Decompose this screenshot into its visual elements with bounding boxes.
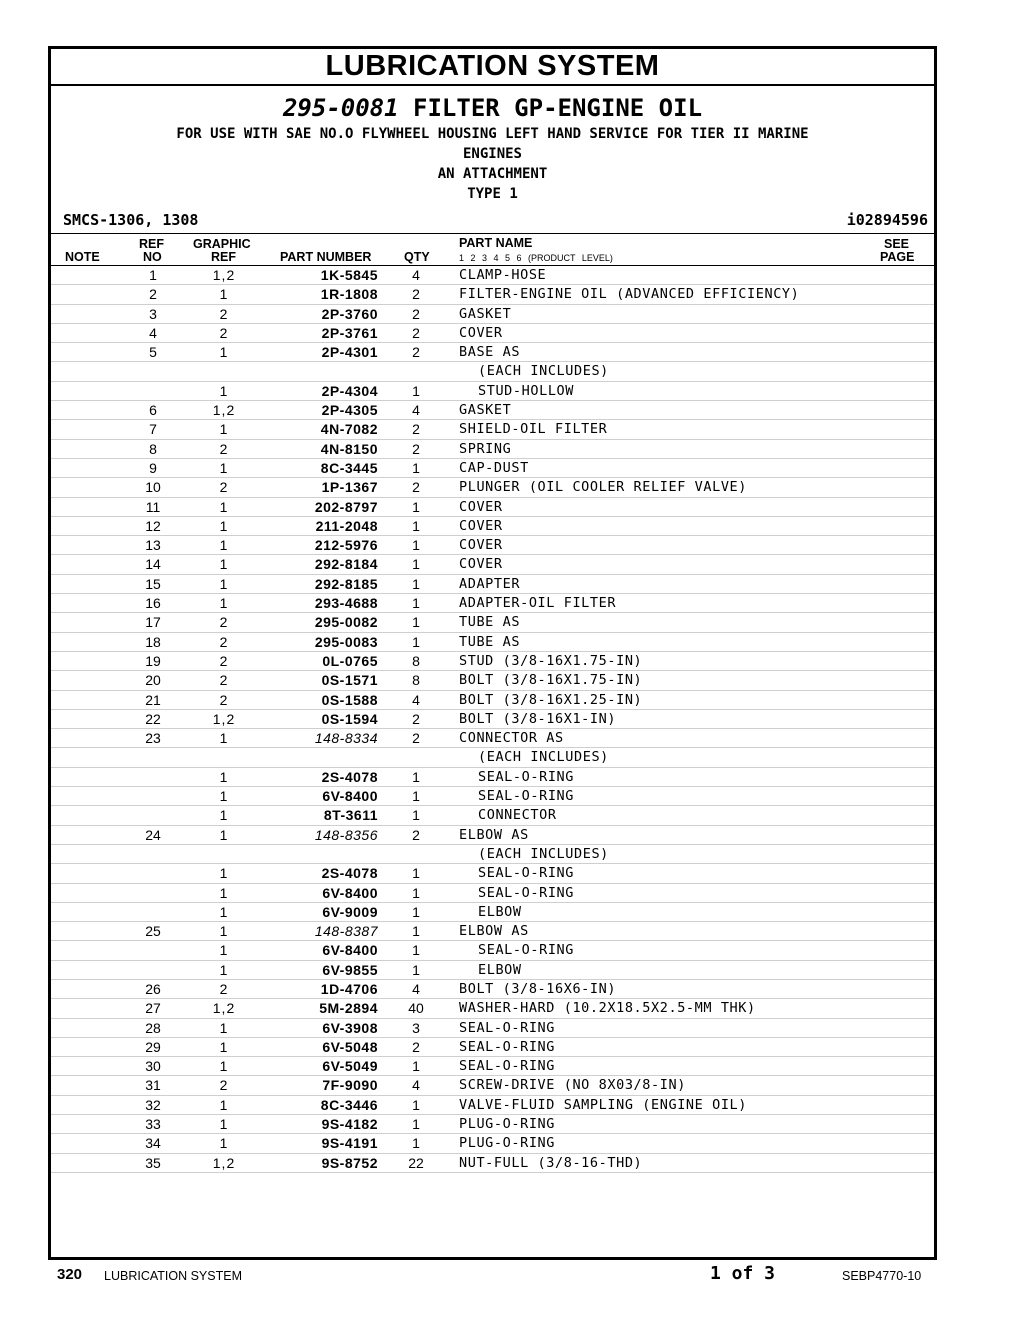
- usage-line: AN ATTACHMENT: [437, 166, 548, 182]
- graphic-ref-cell: 1: [219, 537, 229, 554]
- graphic-ref-cell: 1: [219, 575, 229, 592]
- table-row: [51, 362, 934, 381]
- part-number-cell: 292-8185: [314, 575, 378, 592]
- table-row: [51, 1019, 934, 1038]
- part-number-cell: 6V-5048: [322, 1038, 378, 1055]
- table-row: [51, 1057, 934, 1076]
- table-row: [51, 845, 934, 864]
- part-number-cell: 6V-3908: [322, 1019, 378, 1036]
- part-name-cell: BOLT (3/8-16X1.75-IN): [459, 672, 643, 689]
- ref-no-cell: 35: [145, 1154, 161, 1171]
- part-number-cell: 0S-1588: [321, 691, 378, 708]
- graphic-ref-cell: 2: [219, 652, 229, 669]
- part-name-cell: CONNECTOR: [478, 807, 557, 824]
- ref-no-cell: 2: [149, 286, 157, 303]
- table-row: [51, 787, 934, 806]
- graphic-ref-cell: 1,2: [212, 267, 236, 283]
- qty-cell: 1: [412, 614, 420, 631]
- part-name-cell: TUBE AS: [459, 633, 521, 650]
- part-name-cell: ADAPTER: [459, 575, 521, 592]
- table-row: [51, 478, 934, 497]
- part-number-cell: 0S-1594: [321, 710, 378, 727]
- ref-no-cell: 4: [149, 324, 157, 341]
- part-name-cell: BASE AS: [459, 344, 521, 361]
- part-name-cell: GASKET: [459, 402, 512, 419]
- qty-cell: 4: [412, 691, 420, 708]
- graphic-ref-cell: 2: [219, 980, 229, 997]
- table-row: [51, 266, 934, 285]
- table-row: [51, 903, 934, 922]
- col-ref-bottom: NO: [143, 250, 162, 264]
- qty-cell: 1: [412, 537, 420, 554]
- part-name-cell: GASKET: [459, 305, 512, 322]
- part-name-cell: COVER: [459, 537, 503, 554]
- graphic-ref-cell: 1: [219, 1019, 229, 1036]
- ref-no-cell: 28: [145, 1019, 161, 1036]
- ref-no-cell: 7: [149, 421, 157, 438]
- graphic-ref-cell: 1: [219, 1038, 229, 1055]
- part-number-cell: 0S-1571: [321, 672, 378, 689]
- ref-no-cell: 8: [149, 440, 157, 457]
- part-name-cell: PLUG-O-RING: [459, 1135, 556, 1152]
- table-row: [51, 1134, 934, 1153]
- qty-cell: 1: [412, 884, 420, 901]
- part-name-cell: SCREW-DRIVE (NO 8X03/8-IN): [459, 1077, 686, 1094]
- ref-no-cell: 11: [145, 498, 161, 515]
- part-number-cell: 9S-4182: [321, 1116, 378, 1133]
- part-number-cell: 4N-7082: [320, 421, 378, 438]
- graphic-ref-cell: 1: [219, 923, 229, 940]
- table-row: [51, 1038, 934, 1057]
- graphic-ref-cell: 1: [219, 517, 229, 534]
- qty-cell: 8: [412, 672, 420, 689]
- table-row: [51, 710, 934, 729]
- graphic-ref-cell: 1: [219, 788, 229, 805]
- col-product-level: 1 2 3 4 5 6 (PRODUCT LEVEL): [459, 253, 613, 263]
- part-number-cell: 1K-5845: [320, 267, 378, 283]
- part-number-cell: 2P-3760: [321, 305, 378, 322]
- graphic-ref-cell: 2: [219, 479, 229, 496]
- ref-no-cell: 18: [145, 633, 161, 650]
- graphic-ref-cell: 1: [219, 1058, 229, 1075]
- table-row: [51, 768, 934, 787]
- part-number-cell: 6V-8400: [322, 942, 378, 959]
- graphic-ref-cell: 2: [219, 1077, 229, 1094]
- qty-cell: 2: [412, 1038, 420, 1055]
- qty-cell: 1: [412, 807, 420, 824]
- part-name-cell: CLAMP-HOSE: [459, 267, 547, 283]
- ref-no-cell: 12: [145, 517, 161, 534]
- graphic-ref-cell: 1: [219, 884, 229, 901]
- graphic-ref-cell: 1: [219, 344, 229, 361]
- qty-cell: 2: [412, 324, 420, 341]
- part-number-cell: 2S-4078: [321, 865, 378, 882]
- part-name-cell: PLUNGER (OIL COOLER RELIEF VALVE): [459, 479, 748, 496]
- part-number-cell: 295-0082: [314, 614, 378, 631]
- footer-doc-number: SEBP4770-10: [842, 1269, 922, 1283]
- part-name-cell: (EACH INCLUDES): [478, 363, 609, 380]
- part-name-cell: ELBOW: [478, 903, 522, 920]
- ref-no-cell: 17: [145, 614, 161, 631]
- part-name-cell: COVER: [459, 498, 503, 515]
- part-number-cell: 7F-9090: [322, 1077, 378, 1094]
- part-number-cell: 9S-4191: [321, 1135, 378, 1152]
- part-name-cell: SEAL-O-RING: [459, 1019, 556, 1036]
- ref-no-cell: 5: [149, 344, 157, 361]
- qty-cell: 4: [412, 1077, 420, 1094]
- col-graphic-bottom: REF: [211, 250, 236, 264]
- graphic-ref-cell: 1: [219, 382, 229, 399]
- graphic-ref-cell: 1,2: [212, 710, 236, 727]
- col-see-top: SEE: [884, 237, 910, 251]
- qty-cell: 2: [412, 421, 420, 438]
- table-row: [51, 652, 934, 671]
- graphic-ref-cell: 1: [219, 961, 229, 978]
- table-row: [51, 285, 934, 304]
- qty-cell: 2: [412, 344, 420, 361]
- part-name-cell: CAP-DUST: [459, 459, 529, 476]
- qty-cell: 1: [412, 1096, 420, 1113]
- table-row: [51, 517, 934, 536]
- part-name-cell: SEAL-O-RING: [478, 865, 575, 882]
- part-name-cell: SEAL-O-RING: [459, 1038, 556, 1055]
- qty-cell: 1: [412, 1135, 420, 1152]
- qty-cell: 2: [412, 710, 420, 727]
- ref-no-cell: 29: [145, 1038, 161, 1055]
- ref-no-cell: 16: [145, 595, 161, 612]
- table-row: [51, 440, 934, 459]
- table-row: [51, 324, 934, 343]
- part-number-cell: 295-0083: [314, 633, 378, 650]
- part-number-cell: 6V-8400: [322, 788, 378, 805]
- part-name-cell: SHIELD-OIL FILTER: [459, 421, 608, 438]
- table-row: [51, 1154, 934, 1173]
- qty-cell: 1: [412, 556, 420, 573]
- part-name-cell: SEAL-O-RING: [459, 1058, 556, 1075]
- qty-cell: 40: [408, 1000, 424, 1017]
- col-graphic-top: GRAPHIC: [193, 237, 251, 251]
- usage-line: ENGINES: [462, 146, 522, 162]
- part-name-cell: (EACH INCLUDES): [478, 845, 609, 862]
- part-name-cell: ELBOW AS: [459, 923, 529, 940]
- ref-no-cell: 19: [145, 652, 161, 669]
- table-row: [51, 999, 934, 1018]
- part-number-cell: 0L-0765: [322, 652, 378, 669]
- table-row: [51, 613, 934, 632]
- part-name-cell: COVER: [459, 517, 503, 534]
- footer-page-of: 1 of 3: [710, 1263, 776, 1284]
- ref-no-cell: 15: [145, 575, 161, 592]
- col-qty: QTY: [404, 250, 430, 264]
- col-ref-top: REF: [139, 237, 164, 251]
- graphic-ref-cell: 1,2: [212, 1000, 236, 1017]
- part-name-cell: COVER: [459, 556, 503, 573]
- graphic-ref-cell: 1,2: [212, 402, 236, 419]
- qty-cell: 1: [412, 517, 420, 534]
- qty-cell: 2: [412, 305, 420, 322]
- part-name-cell: CONNECTOR AS: [459, 730, 564, 747]
- qty-cell: 2: [412, 440, 420, 457]
- table-row: [51, 922, 934, 941]
- graphic-ref-cell: 1: [219, 459, 229, 476]
- graphic-ref-cell: 2: [219, 324, 229, 341]
- ref-no-cell: 34: [145, 1135, 161, 1152]
- graphic-ref-cell: 1: [219, 556, 229, 573]
- part-name-cell: SEAL-O-RING: [478, 788, 575, 805]
- part-name-cell: TUBE AS: [459, 614, 521, 631]
- qty-cell: 1: [412, 768, 420, 785]
- page-title: LUBRICATION SYSTEM: [51, 49, 934, 86]
- part-name-cell: SEAL-O-RING: [478, 942, 575, 959]
- ref-no-cell: 21: [145, 691, 161, 708]
- part-number-cell: 292-8184: [314, 556, 378, 573]
- qty-cell: 1: [412, 595, 420, 612]
- table-row: [51, 498, 934, 517]
- part-name-cell: SPRING: [459, 440, 512, 457]
- part-number-cell: 1P-1367: [321, 479, 378, 496]
- part-number-cell: 148-8356: [314, 826, 378, 843]
- ref-no-cell: 32: [145, 1096, 161, 1113]
- part-number-cell: 8C-3445: [320, 459, 378, 476]
- qty-cell: 4: [412, 980, 420, 997]
- part-number-cell: 8C-3446: [320, 1096, 378, 1113]
- ref-no-cell: 31: [145, 1077, 161, 1094]
- qty-cell: 22: [408, 1154, 424, 1171]
- graphic-ref-cell: 2: [219, 305, 229, 322]
- graphic-ref-cell: 1: [219, 942, 229, 959]
- qty-cell: 1: [412, 382, 420, 399]
- ref-no-cell: 1: [149, 267, 157, 283]
- group-header: [51, 86, 934, 234]
- qty-cell: 1: [412, 942, 420, 959]
- part-name-cell: ELBOW AS: [459, 826, 529, 843]
- part-name-cell: BOLT (3/8-16X1-IN): [459, 710, 617, 727]
- table-row: [51, 305, 934, 324]
- table-row: [51, 1115, 934, 1134]
- qty-cell: 1: [412, 788, 420, 805]
- part-number-cell: 148-8334: [314, 730, 378, 747]
- ref-no-cell: 25: [145, 923, 161, 940]
- table-row: [51, 459, 934, 478]
- table-row: [51, 555, 934, 574]
- table-row: [51, 1076, 934, 1095]
- ref-no-cell: 3: [149, 305, 157, 322]
- part-number-cell: 1D-4706: [320, 980, 378, 997]
- usage-line: TYPE 1: [467, 186, 518, 202]
- table-row: [51, 575, 934, 594]
- ref-no-cell: 27: [145, 1000, 161, 1017]
- graphic-ref-cell: 1: [219, 768, 229, 785]
- part-number-cell: 6V-9855: [322, 961, 378, 978]
- qty-cell: 1: [412, 923, 420, 940]
- graphic-ref-cell: 2: [219, 440, 229, 457]
- graphic-ref-cell: 1: [219, 286, 229, 303]
- part-number-cell: 212-5976: [314, 537, 378, 554]
- ref-no-cell: 9: [149, 459, 157, 476]
- graphic-ref-cell: 1: [219, 903, 229, 920]
- qty-cell: 2: [412, 730, 420, 747]
- qty-cell: 2: [412, 826, 420, 843]
- part-name-cell: ELBOW: [478, 961, 522, 978]
- qty-cell: 1: [412, 903, 420, 920]
- graphic-ref-cell: 2: [219, 672, 229, 689]
- part-name-cell: SEAL-O-RING: [478, 884, 575, 901]
- qty-cell: 4: [412, 402, 420, 419]
- table-row: [51, 884, 934, 903]
- part-number-cell: 2P-4305: [321, 402, 378, 419]
- table-row: [51, 420, 934, 439]
- qty-cell: 8: [412, 652, 420, 669]
- table-row: [51, 748, 934, 767]
- table-row: [51, 1096, 934, 1115]
- table-row: [51, 826, 934, 845]
- part-number-cell: 211-2048: [315, 517, 378, 534]
- table-row: [51, 729, 934, 748]
- part-name-cell: BOLT (3/8-16X1.25-IN): [459, 691, 643, 708]
- part-name-cell: SEAL-O-RING: [478, 768, 575, 785]
- qty-cell: 4: [412, 267, 420, 283]
- ref-no-cell: 23: [145, 730, 161, 747]
- ref-no-cell: 20: [145, 672, 161, 689]
- table-row: [51, 941, 934, 960]
- page-footer: [0, 1262, 1020, 1292]
- part-name-cell: STUD-HOLLOW: [478, 382, 575, 399]
- part-name-cell: BOLT (3/8-16X6-IN): [459, 980, 617, 997]
- table-row: [51, 536, 934, 555]
- footer-section: LUBRICATION SYSTEM: [104, 1269, 242, 1283]
- group-part-number: 295-0081: [282, 94, 399, 122]
- part-name-cell: STUD (3/8-16X1.75-IN): [459, 652, 643, 669]
- part-name-cell: FILTER-ENGINE OIL (ADVANCED EFFICIENCY): [459, 286, 800, 303]
- part-number-cell: 5M-2894: [319, 1000, 378, 1017]
- qty-cell: 3: [412, 1019, 420, 1036]
- ref-no-cell: 26: [145, 980, 161, 997]
- part-number-cell: 2S-4078: [321, 768, 378, 785]
- graphic-ref-cell: 1: [219, 807, 229, 824]
- qty-cell: 1: [412, 459, 420, 476]
- ref-no-cell: 24: [145, 826, 161, 843]
- qty-cell: 1: [412, 1116, 420, 1133]
- part-name-cell: WASHER-HARD (10.2X18.5X2.5-MM THK): [459, 1000, 756, 1017]
- qty-cell: 2: [412, 286, 420, 303]
- part-number-cell: 9S-8752: [321, 1154, 378, 1171]
- qty-cell: 1: [412, 1058, 420, 1075]
- table-row: [51, 806, 934, 825]
- graphic-ref-cell: 1: [219, 498, 229, 515]
- graphic-ref-cell: 1: [219, 1096, 229, 1113]
- graphic-ref-cell: 1: [219, 826, 229, 843]
- ref-no-cell: 14: [145, 556, 161, 573]
- qty-cell: 2: [412, 479, 420, 496]
- part-number-cell: 6V-5049: [322, 1058, 378, 1075]
- table-row: [51, 691, 934, 710]
- graphic-ref-cell: 2: [219, 691, 229, 708]
- graphic-ref-cell: 2: [219, 614, 229, 631]
- graphic-ref-cell: 1,2: [212, 1154, 236, 1171]
- qty-cell: 1: [412, 633, 420, 650]
- part-number-cell: 2P-4301: [321, 344, 378, 361]
- graphic-ref-cell: 1: [219, 421, 229, 438]
- column-headers: [51, 234, 934, 266]
- part-number-cell: 293-4688: [314, 595, 378, 612]
- part-name-cell: COVER: [459, 324, 503, 341]
- parts-list-frame: [48, 46, 937, 1260]
- col-see-bottom: PAGE: [880, 250, 915, 264]
- col-note: NOTE: [65, 250, 100, 264]
- graphic-ref-cell: 1: [219, 1116, 229, 1133]
- usage-notes: [51, 124, 934, 204]
- part-number-cell: 2P-4304: [321, 382, 378, 399]
- qty-cell: 1: [412, 498, 420, 515]
- part-number-cell: 1R-1808: [320, 286, 378, 303]
- part-number-cell: 6V-8400: [322, 884, 378, 901]
- ref-no-cell: 10: [145, 479, 161, 496]
- ref-no-cell: 33: [145, 1116, 161, 1133]
- illustration-id: i02894596: [846, 211, 928, 229]
- part-number-cell: 202-8797: [314, 498, 378, 515]
- table-row: [51, 401, 934, 420]
- graphic-ref-cell: 1: [219, 595, 229, 612]
- graphic-ref-cell: 1: [219, 730, 229, 747]
- col-part-name: PART NAME: [459, 236, 533, 250]
- part-name-cell: NUT-FULL (3/8-16-THD): [459, 1154, 643, 1171]
- qty-cell: 1: [412, 865, 420, 882]
- qty-cell: 1: [412, 961, 420, 978]
- table-row: [51, 594, 934, 613]
- part-number-cell: 8T-3611: [323, 807, 378, 824]
- footer-page-number: 320: [57, 1266, 83, 1283]
- part-name-cell: ADAPTER-OIL FILTER: [459, 595, 617, 612]
- ref-no-cell: 22: [145, 710, 161, 727]
- graphic-ref-cell: 2: [219, 633, 229, 650]
- table-row: [51, 961, 934, 980]
- ref-no-cell: 6: [149, 402, 157, 419]
- part-number-cell: 6V-9009: [322, 903, 378, 920]
- table-row: [51, 980, 934, 999]
- usage-line: FOR USE WITH SAE NO.O FLYWHEEL HOUSING LEFT HAND SERVICE FOR TIER II MARINE: [176, 126, 809, 142]
- part-name-cell: (EACH INCLUDES): [478, 749, 609, 766]
- part-name-cell: VALVE-FLUID SAMPLING (ENGINE OIL): [459, 1096, 748, 1113]
- qty-cell: 1: [412, 575, 420, 592]
- graphic-ref-cell: 1: [219, 865, 229, 882]
- part-number-cell: 148-8387: [314, 923, 378, 940]
- ref-no-cell: 30: [145, 1058, 161, 1075]
- table-row: [51, 864, 934, 883]
- group-title: [51, 94, 934, 122]
- parts-table-body: [51, 266, 934, 1173]
- part-number-cell: 2P-3761: [321, 324, 378, 341]
- part-name-cell: PLUG-O-RING: [459, 1116, 556, 1133]
- part-number-cell: 4N-8150: [320, 440, 378, 457]
- ref-no-cell: 13: [145, 537, 161, 554]
- graphic-ref-cell: 1: [219, 1135, 229, 1152]
- table-row: [51, 382, 934, 401]
- smcs-code: SMCS-1306, 1308: [63, 211, 199, 229]
- group-name: FILTER GP-ENGINE OIL: [413, 94, 703, 122]
- table-row: [51, 343, 934, 362]
- table-row: [51, 633, 934, 652]
- table-row: [51, 671, 934, 690]
- col-part-number: PART NUMBER: [280, 250, 372, 264]
